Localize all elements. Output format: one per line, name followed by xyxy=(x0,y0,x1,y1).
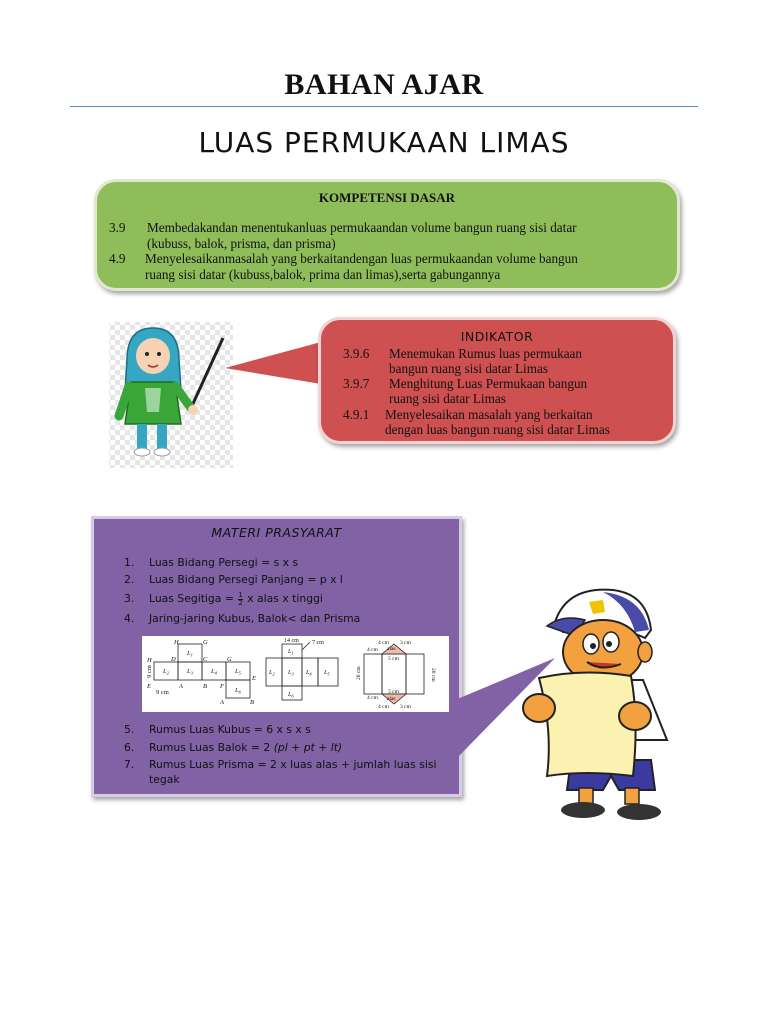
kompetensi-item-number: 4.9 xyxy=(109,251,126,266)
materi-item-text-part: Rumus Luas Balok = 2 xyxy=(149,741,274,754)
dimension-label: 20 cm xyxy=(356,666,362,680)
dimension-label: 3 cm xyxy=(400,640,411,646)
materi-heading: MATERI PRASYARAT xyxy=(211,525,342,540)
dimension-label: 4 cm xyxy=(367,647,378,653)
vertex-label: B xyxy=(203,683,207,690)
materi-item-text: Luas Bidang Persegi = s x s xyxy=(149,556,299,569)
vertex-label: D xyxy=(171,656,176,663)
dimension-label: 4 cm xyxy=(367,695,378,701)
vertex-label: E xyxy=(147,683,151,690)
face-label: $L_2$ xyxy=(269,670,275,677)
kompetensi-heading: KOMPETENSI DASAR xyxy=(318,190,456,205)
indikator-item-number: 4.9.1 xyxy=(343,407,370,422)
vertex-label: G xyxy=(227,656,232,663)
balok-net-labels xyxy=(268,638,330,699)
materi-item-text xyxy=(149,740,342,755)
indikator-item-line: Menyelesaikan masalah yang berkaitan xyxy=(385,407,593,422)
materi-item-text-part: x alas x tinggi xyxy=(247,592,323,605)
dimension-label: 4 cm xyxy=(378,640,389,646)
vertex-label: A xyxy=(220,699,224,706)
face-label: $L_3$ xyxy=(187,668,193,676)
dimension-label: 4 cm xyxy=(378,704,389,710)
vertex-label: H xyxy=(147,657,152,664)
vertex-label: B xyxy=(250,699,254,706)
face-label: $L_4$ xyxy=(211,668,217,676)
kompetensi-dasar-box xyxy=(94,179,680,291)
indikator-box xyxy=(318,317,676,444)
fraction-denominator: 2 xyxy=(238,598,243,607)
face-label: $L_2$ xyxy=(163,668,169,676)
dimension-label: 5 cm xyxy=(388,656,399,662)
dimension-label: 9 cm xyxy=(156,689,169,696)
vertex-label: G xyxy=(203,639,208,646)
face-label: $L_1$ xyxy=(288,649,294,656)
kompetensi-item-number: 3.9 xyxy=(109,220,126,235)
indikator-item-number: 3.9.7 xyxy=(343,376,370,391)
materi-item-text xyxy=(149,757,436,787)
face-label: $L_3$ xyxy=(288,670,294,677)
dimension-label: alas xyxy=(387,696,396,702)
indikator-item-line: Menemukan Rumus luas permukaan xyxy=(389,346,583,361)
kompetensi-item-text xyxy=(147,220,667,251)
kompetensi-item-line: (kubuss, balok, prisma, dan prisma) xyxy=(147,235,336,251)
indikator-item-line: Menghitung Luas Permukaan bangun xyxy=(389,376,588,391)
kompetensi-item-line: Menyelesaikanmasalah yang berkaitandengan luas permukaandan volume bangun xyxy=(145,251,578,266)
kompetensi-item-text xyxy=(145,251,665,282)
materi-item-text-part: Luas Segitiga = xyxy=(149,592,234,605)
vertex-label: C xyxy=(203,656,208,663)
indikator-item-line: dengan luas bangun ruang sisi datar Limas xyxy=(385,422,610,437)
materi-item-number: 4. xyxy=(124,612,135,625)
boy-with-map-illustration xyxy=(455,580,705,830)
nets-diagram xyxy=(142,636,449,712)
face-label: $L_5$ xyxy=(324,670,330,677)
fraction-one-half xyxy=(238,592,242,607)
title-divider xyxy=(70,106,698,107)
page-subtitle: LUAS PERMUKAAN LIMAS xyxy=(198,126,570,159)
dimension-label: 7 cm xyxy=(312,640,324,646)
face-label: $L_1$ xyxy=(187,650,193,658)
indikator-heading: INDIKATOR xyxy=(460,329,534,344)
materi-item-line: tegak xyxy=(149,773,180,786)
dimension-label: 5 cm xyxy=(388,689,399,695)
materi-item-text: Luas Bidang Persegi Panjang = p x l xyxy=(149,573,343,586)
materi-item-number: 1. xyxy=(124,556,135,569)
vertex-label: E xyxy=(252,675,256,682)
materi-item-number: 7. xyxy=(124,758,135,771)
kompetensi-item-line: Membedakandan menentukanluas permukaandan volume bangun ruang sisi datar xyxy=(147,220,577,235)
kompetensi-item-line: ruang sisi datar (kubuss,balok, prima dan limas),serta gabungannya xyxy=(145,266,501,282)
materi-item-text: Jaring-jaring Kubus, Balok< dan Prisma xyxy=(149,612,361,625)
materi-item-number: 5. xyxy=(124,723,135,736)
materi-item-text-italic: (pl + pt + lt) xyxy=(273,741,343,754)
face-label: $L_6$ xyxy=(288,692,294,699)
dimension-label: 9 cm xyxy=(146,665,153,678)
face-label: $L_5$ xyxy=(235,668,241,676)
dimension-label: 3 cm xyxy=(400,704,411,710)
materi-item-text xyxy=(149,591,323,607)
dimension-label: alas xyxy=(387,646,396,652)
indikator-item-text xyxy=(389,376,689,406)
materi-item-number: 6. xyxy=(124,741,135,754)
materi-prasyarat-box xyxy=(91,516,462,797)
vertex-label: H xyxy=(174,639,179,646)
cube-net-labels xyxy=(146,639,256,706)
vertex-label: A xyxy=(179,683,183,690)
materi-item-number: 2. xyxy=(124,573,135,586)
materi-item-number: 3. xyxy=(124,592,135,605)
indikator-item-text xyxy=(389,346,689,376)
face-label: $L_6$ xyxy=(235,687,241,695)
face-label: $L_4$ xyxy=(306,670,312,677)
indikator-item-text xyxy=(385,407,685,437)
materi-item-line: Rumus Luas Prisma = 2 x luas alas + jumlah luas sisi xyxy=(149,758,437,771)
fraction-numerator: 1 xyxy=(238,590,243,599)
dimension-label: 14 cm xyxy=(284,638,299,644)
indikator-item-line: bangun ruang sisi datar Limas xyxy=(389,361,548,376)
dimension-label: 20 cm xyxy=(430,668,436,682)
vertex-label: F xyxy=(220,683,224,690)
materi-item-text: Rumus Luas Kubus = 6 x s x s xyxy=(149,723,311,736)
page-title: BAHAN AJAR xyxy=(284,68,484,101)
indikator-item-line: ruang sisi datar Limas xyxy=(389,391,506,406)
indikator-item-number: 3.9.6 xyxy=(343,346,370,361)
